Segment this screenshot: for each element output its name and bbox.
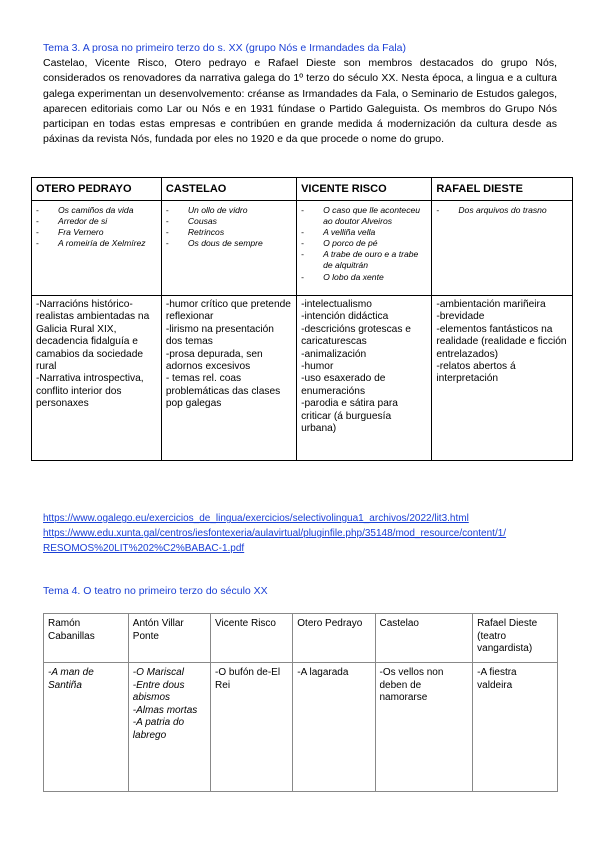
link-xunta[interactable]: https://www.edu.xunta.gal/centros/iesfontexeria/aulavirtual/pluginfile.php/35148/mod_resource/content/1/ bbox=[43, 528, 507, 539]
work-cell: -A fiestra valdeira bbox=[473, 663, 558, 792]
tema3-title: Tema 3. A prosa no primeiro terzo do s. XX (grupo Nós e Irmandades da Fala) bbox=[43, 42, 407, 54]
author-cell: Antón Villar Ponte bbox=[128, 614, 210, 663]
work-cell: -A lagarada bbox=[293, 663, 375, 792]
prosa-authors-table bbox=[31, 177, 573, 461]
traits-cell: -humor crítico que pretende reflexionar -lirismo na presentación dos temas -prosa depurada, sen adornos excesivos - temas rel. coas problemáticas das clases pop galegas bbox=[161, 296, 296, 461]
work-item: - Cousas bbox=[166, 216, 292, 227]
works-cell bbox=[432, 201, 573, 296]
author-header: RAFAEL DIESTE bbox=[432, 178, 573, 201]
traits-cell: -intelectualismo -intención didáctica -descricións grotescas e caricaturescas -animalización -humor -uso esaxerado de enumeracións -parodia e sátira para criticar (á burguesía urbana) bbox=[297, 296, 432, 461]
work-item: - O lobo da xente bbox=[301, 272, 427, 283]
work-item: - O caso que lle aconteceu ao doutor Alveiros bbox=[301, 205, 427, 227]
traits-cell: -Narracións histórico-realistas ambientadas na Galicia Rural XIX, decadencia fidalguía e camabios da sociedade rural -Narrativa introspectiva, conflito interior dos personaxes bbox=[32, 296, 162, 461]
author-header: OTERO PEDRAYO bbox=[32, 178, 162, 201]
work-cell: -O Mariscal -Entre dous abismos -Almas mortas -A patria do labrego bbox=[128, 663, 210, 792]
traits-cell: -ambientación mariñeira -brevidade -elementos fantásticos na realidade (realidade e ficción entrelazados) -relatos abertos á interpretación bbox=[432, 296, 573, 461]
link-ogalego[interactable]: https://www.ogalego.eu/exercicios_de_lingua/exercicios/selectivolingua1_archivos/2022/lit3.html bbox=[43, 513, 469, 524]
author-cell: Rafael Dieste (teatro vangardista) bbox=[473, 614, 558, 663]
works-cell bbox=[297, 201, 432, 296]
work-item: - A romeiría de Xelmírez bbox=[36, 238, 157, 249]
work-item: - O porco de pé bbox=[301, 238, 427, 249]
work-cell: -O bufón de-El Rei bbox=[211, 663, 293, 792]
work-item: - A trabe de ouro e a trabe de alquitrán bbox=[301, 249, 427, 271]
works-cell bbox=[161, 201, 296, 296]
works-cell bbox=[32, 201, 162, 296]
link-xunta-cont[interactable]: RESOMOS%20LIT%202%C2%BABAC-1.pdf bbox=[43, 543, 245, 554]
work-item: - Un ollo de vidro bbox=[166, 205, 292, 216]
author-cell: Otero Pedrayo bbox=[293, 614, 375, 663]
work-item: - Fra Vernero bbox=[36, 227, 157, 238]
work-item: - A velliña vella bbox=[301, 227, 427, 238]
author-header: CASTELAO bbox=[161, 178, 296, 201]
author-header: VICENTE RISCO bbox=[297, 178, 432, 201]
author-cell: Ramón Cabanillas bbox=[44, 614, 129, 663]
work-cell: -A man de Santiña bbox=[44, 663, 129, 792]
author-cell: Castelao bbox=[375, 614, 473, 663]
tema4-title: Tema 4. O teatro no primeiro terzo do século XX bbox=[43, 585, 268, 597]
tema3-body: Castelao, Vicente Risco, Otero pedrayo e Rafael Dieste son membros destacados do grupo Nós, considerados os renovadores da narrativa galega do 1º terzo do século XX. Nesta época, a lingua e a cultura galega experimentan un desenvolvemento: créanse as Irmandades da Fala, o Seminario de Estudos galegos, aparecen editoriais como Lar ou Nós e en 1931 fúndase o Partido Galeguista. Os membros do Grupo Nós participan en todas estas empresas e contribúen en grande medida á modernización da cultura desde as páxinas da revista Nós, fundada por eles no 1920 e da que procede o nome do grupo. bbox=[43, 57, 557, 146]
work-item: - Arredor de si bbox=[36, 216, 157, 227]
work-item: - Os dous de sempre bbox=[166, 238, 292, 249]
work-cell: -Os vellos non deben de namorarse bbox=[375, 663, 473, 792]
teatro-table bbox=[43, 613, 558, 792]
work-item: - Retrincos bbox=[166, 227, 292, 238]
reference-links bbox=[43, 511, 506, 556]
work-item: - Os camiños da vida bbox=[36, 205, 157, 216]
work-item: - Dos arquivos do trasno bbox=[436, 205, 568, 216]
author-cell: Vicente Risco bbox=[211, 614, 293, 663]
